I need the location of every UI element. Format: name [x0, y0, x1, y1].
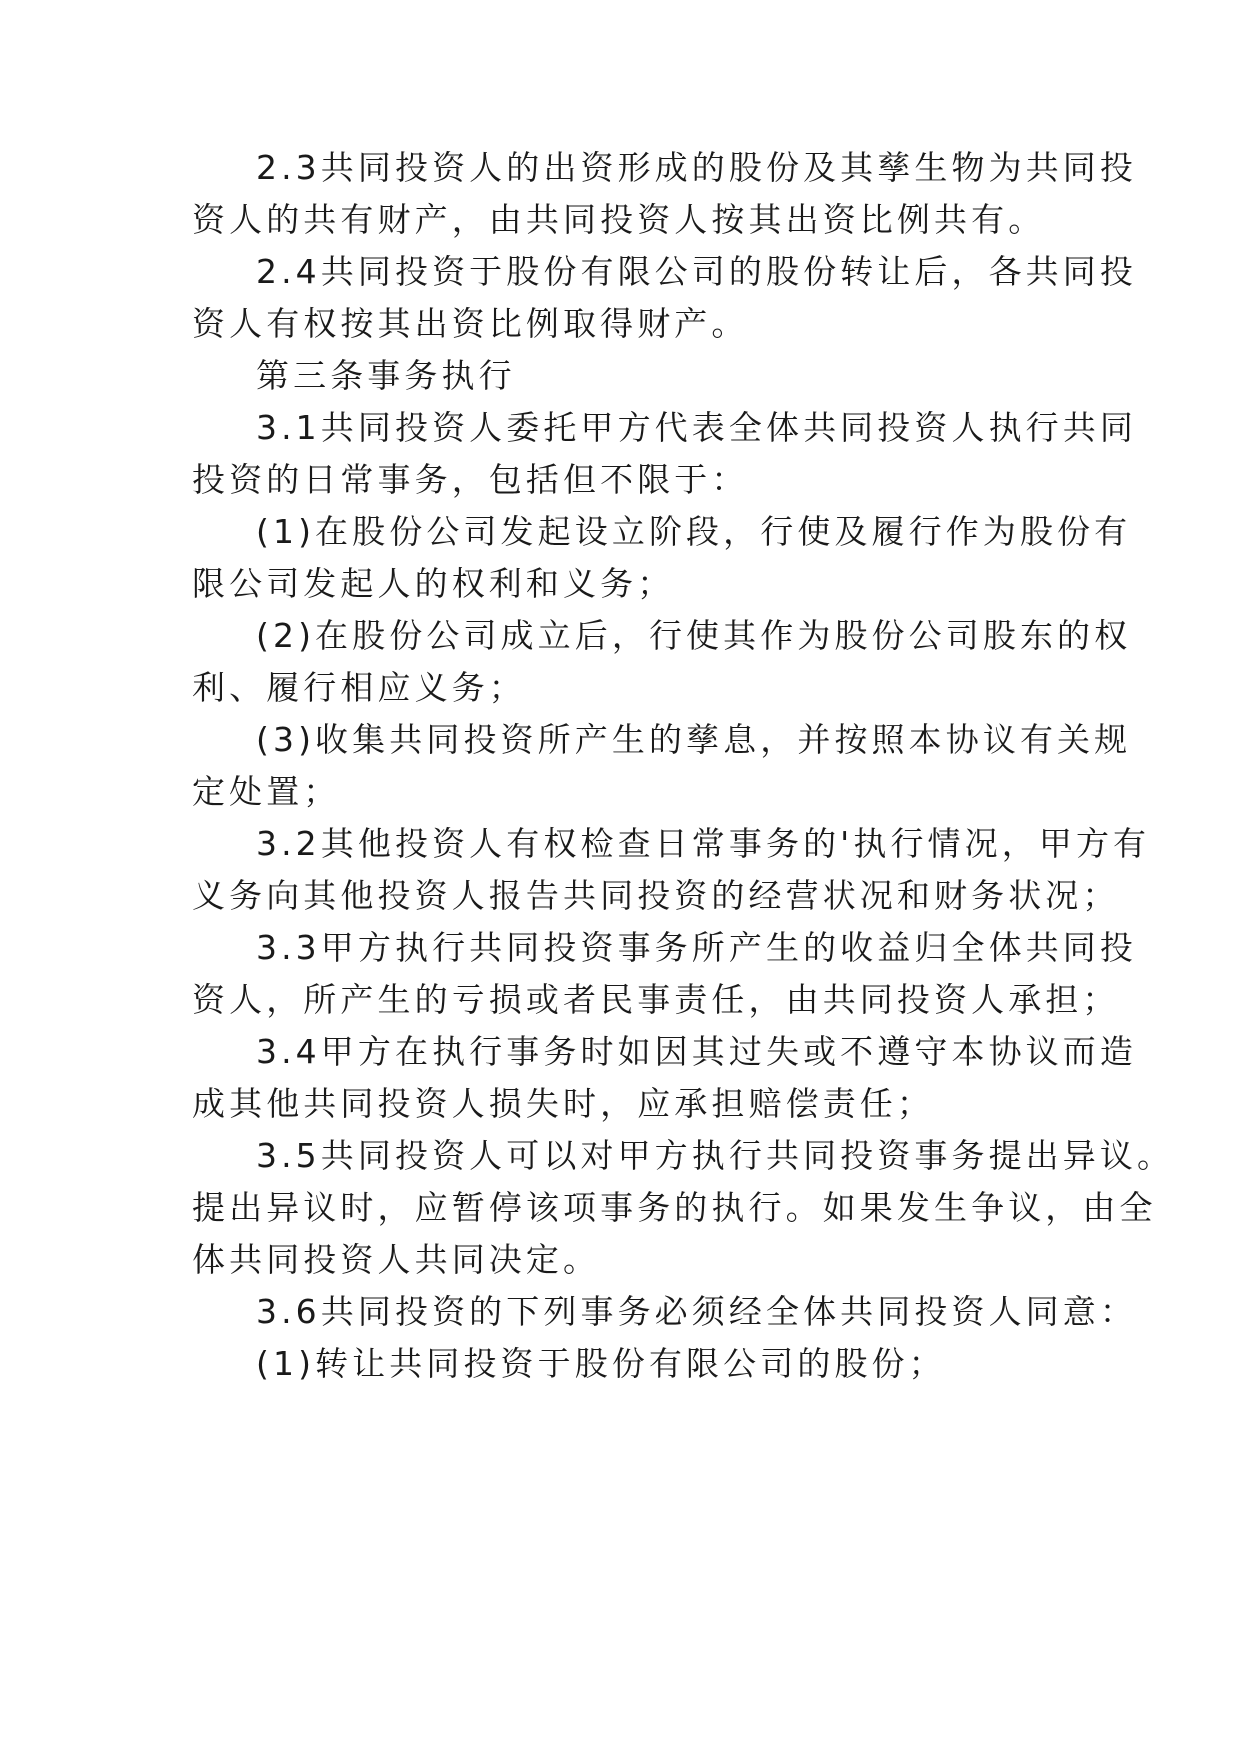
paragraph-3-2-line-1: 3.2其他投资人有权检查日常事务的'执行情况，甲方有: [256, 824, 1151, 863]
paragraph-3-1-line-2: 投资的日常事务，包括但不限于：: [192, 460, 749, 499]
paragraph-3-3-line-2: 资人，所产生的亏损或者民事责任，由共同投资人承担；: [192, 980, 1120, 1019]
list-item-1-line-2: 限公司发起人的权利和义务；: [192, 564, 675, 603]
paragraph-2-4-line-1: 2.4共同投资于股份有限公司的股份转让后，各共同投: [256, 252, 1137, 291]
list-item-2-line-2: 利、履行相应义务；: [192, 668, 526, 707]
list-item-3-line-2: 定处置；: [192, 772, 341, 811]
paragraph-3-4-line-1: 3.4甲方在执行事务时如因其过失或不遵守本协议而造: [256, 1032, 1137, 1071]
paragraph-3-4-line-2: 成其他共同投资人损失时，应承担赔偿责任；: [192, 1084, 934, 1123]
list-item-3-line-1: (3)收集共同投资所产生的孳息，并按照本协议有关规: [256, 720, 1132, 759]
paragraph-3-2-line-2: 义务向其他投资人报告共同投资的经营状况和财务状况；: [192, 876, 1120, 915]
paragraph-2-3-line-2: 资人的共有财产，由共同投资人按其出资比例共有。: [192, 200, 1046, 239]
paragraph-3-5-line-2: 提出异议时，应暂停该项事务的执行。如果发生争议，由全: [192, 1188, 1157, 1227]
section-heading-article-3: 第三条事务执行: [256, 356, 516, 395]
paragraph-3-6-line-1: 3.6共同投资的下列事务必须经全体共同投资人同意：: [256, 1292, 1137, 1331]
paragraph-2-4-line-2: 资人有权按其出资比例取得财产。: [192, 304, 749, 343]
list-item-2-line-1: (2)在股份公司成立后，行使其作为股份公司股东的权: [256, 616, 1132, 655]
list-item-1-line-1: (1)在股份公司发起设立阶段，行使及履行作为股份有: [256, 512, 1132, 551]
paragraph-2-3-line-1: 2.3共同投资人的出资形成的股份及其孳生物为共同投: [256, 148, 1137, 187]
paragraph-3-3-line-1: 3.3甲方执行共同投资事务所产生的收益归全体共同投: [256, 928, 1137, 967]
paragraph-3-1-line-1: 3.1共同投资人委托甲方代表全体共同投资人执行共同: [256, 408, 1137, 447]
list-item-3-6-1: (1)转让共同投资于股份有限公司的股份；: [256, 1344, 946, 1383]
paragraph-3-5-line-3: 体共同投资人共同决定。: [192, 1240, 601, 1279]
paragraph-3-5-line-1: 3.5共同投资人可以对甲方执行共同投资事务提出异议。: [256, 1136, 1175, 1175]
